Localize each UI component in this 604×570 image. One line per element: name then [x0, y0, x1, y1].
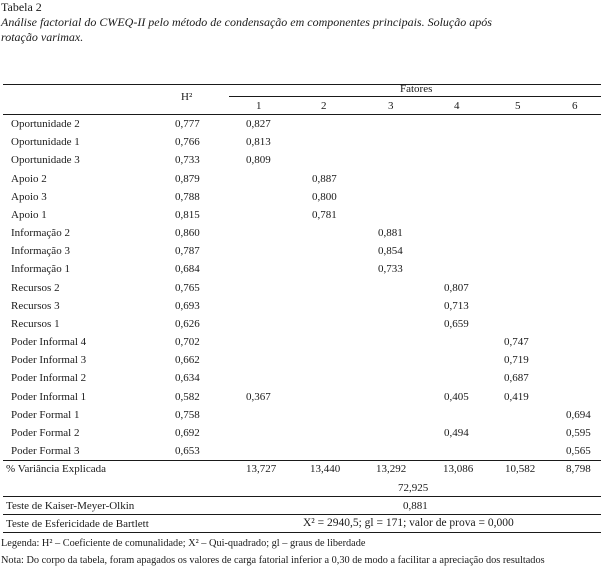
row-h2: 0,733	[175, 154, 200, 166]
fatores-underline	[229, 96, 601, 97]
row-label: Recursos 3	[11, 300, 60, 312]
loading-factor-6: 0,565	[566, 445, 591, 457]
loading-factor-6: 0,595	[566, 427, 591, 439]
row-label: Poder Formal 1	[11, 409, 80, 421]
table-label: Tabela 2	[1, 0, 42, 14]
kmo-label: Teste de Kaiser-Meyer-Olkin	[6, 500, 135, 512]
table-top-rule	[3, 84, 601, 85]
loading-factor-5: 0,419	[504, 391, 529, 403]
table-caption	[1, 0, 492, 45]
row-label: Oportunidade 3	[11, 154, 80, 166]
loading-factor-3: 0,854	[378, 245, 403, 257]
row-label: Oportunidade 1	[11, 136, 80, 148]
variance-factor-5: 10,582	[505, 463, 536, 475]
row-h2: 0,879	[175, 173, 200, 185]
bartlett-value: X² = 2940,5; gl = 171; valor de prova = 0,000	[303, 517, 514, 529]
loading-factor-2: 0,781	[312, 209, 337, 221]
row-label: Poder Informal 3	[11, 354, 87, 366]
loading-factor-4: 0,494	[444, 427, 469, 439]
loading-factor-1: 0,367	[246, 391, 271, 403]
factor-header-2: 2	[321, 100, 327, 112]
row-h2: 0,702	[175, 336, 200, 348]
factor-header-3: 3	[388, 100, 394, 112]
kmo-value: 0,881	[403, 500, 428, 512]
body-bottom-rule	[3, 460, 601, 461]
row-label: Poder Formal 2	[11, 427, 80, 439]
table-subtitle-line1: Análise factorial do CWEQ-II pelo método de condensação em componentes principais. Solução após	[1, 15, 492, 29]
loading-factor-4: 0,807	[444, 282, 469, 294]
row-label: Poder Formal 3	[11, 445, 80, 457]
variance-total: 72,925	[398, 482, 429, 494]
row-label: Apoio 1	[11, 209, 47, 221]
row-label: Poder Informal 4	[11, 336, 87, 348]
note-footnote: Nota: Do corpo da tabela, foram apagados os valores de carga fatorial inferior a 0,30 de modo a facilitar a apreciação dos resultados	[1, 555, 545, 566]
row-label: Apoio 3	[11, 191, 47, 203]
bartlett-label: Teste de Esfericidade de Bartlett	[6, 518, 149, 530]
loading-factor-6: 0,694	[566, 409, 591, 421]
loading-factor-4: 0,659	[444, 318, 469, 330]
header-bottom-rule	[3, 114, 601, 115]
factor-header-4: 4	[454, 100, 460, 112]
row-h2: 0,693	[175, 300, 200, 312]
row-h2: 0,777	[175, 118, 200, 130]
loading-factor-5: 0,747	[504, 336, 529, 348]
row-h2: 0,758	[175, 409, 200, 421]
row-h2: 0,765	[175, 282, 200, 294]
row-label: Recursos 1	[11, 318, 60, 330]
table-subtitle-line2: rotação varimax.	[1, 30, 84, 44]
row-h2: 0,626	[175, 318, 200, 330]
row-h2: 0,787	[175, 245, 200, 257]
variance-bottom-rule	[3, 496, 601, 497]
factor-header-1: 1	[256, 100, 262, 112]
table-bottom-rule	[3, 532, 601, 533]
row-label: Recursos 2	[11, 282, 60, 294]
row-h2: 0,684	[175, 263, 200, 275]
row-label: Poder Informal 1	[11, 391, 87, 403]
legend-footnote: Legenda: H² – Coeficiente de comunalidade; X² – Qui-quadrado; gl – graus de liberdade	[1, 538, 366, 549]
h2-header: H²	[181, 91, 193, 103]
variance-factor-6: 8,798	[566, 463, 591, 475]
loading-factor-5: 0,719	[504, 354, 529, 366]
row-h2: 0,766	[175, 136, 200, 148]
fatores-header: Fatores	[400, 83, 433, 95]
kmo-bottom-rule	[3, 514, 601, 515]
row-label: Informação 1	[11, 263, 70, 275]
loading-factor-2: 0,887	[312, 173, 337, 185]
variance-factor-2: 13,440	[310, 463, 341, 475]
loading-factor-3: 0,881	[378, 227, 403, 239]
loading-factor-1: 0,827	[246, 118, 271, 130]
row-label: Apoio 2	[11, 173, 47, 185]
loading-factor-4: 0,405	[444, 391, 469, 403]
variance-label: % Variância Explicada	[6, 463, 106, 475]
row-label: Informação 3	[11, 245, 70, 257]
row-h2: 0,582	[175, 391, 200, 403]
loading-factor-3: 0,733	[378, 263, 403, 275]
row-h2: 0,662	[175, 354, 200, 366]
loading-factor-5: 0,687	[504, 372, 529, 384]
row-h2: 0,860	[175, 227, 200, 239]
variance-factor-1: 13,727	[246, 463, 277, 475]
row-h2: 0,815	[175, 209, 200, 221]
variance-factor-4: 13,086	[443, 463, 474, 475]
variance-factor-3: 13,292	[376, 463, 407, 475]
row-h2: 0,653	[175, 445, 200, 457]
loading-factor-1: 0,813	[246, 136, 271, 148]
factor-header-6: 6	[572, 100, 578, 112]
factor-header-5: 5	[515, 100, 521, 112]
loading-factor-1: 0,809	[246, 154, 271, 166]
row-h2: 0,692	[175, 427, 200, 439]
row-h2: 0,634	[175, 372, 200, 384]
loading-factor-4: 0,713	[444, 300, 469, 312]
row-h2: 0,788	[175, 191, 200, 203]
row-label: Oportunidade 2	[11, 118, 80, 130]
row-label: Poder Informal 2	[11, 372, 87, 384]
loading-factor-2: 0,800	[312, 191, 337, 203]
row-label: Informação 2	[11, 227, 70, 239]
